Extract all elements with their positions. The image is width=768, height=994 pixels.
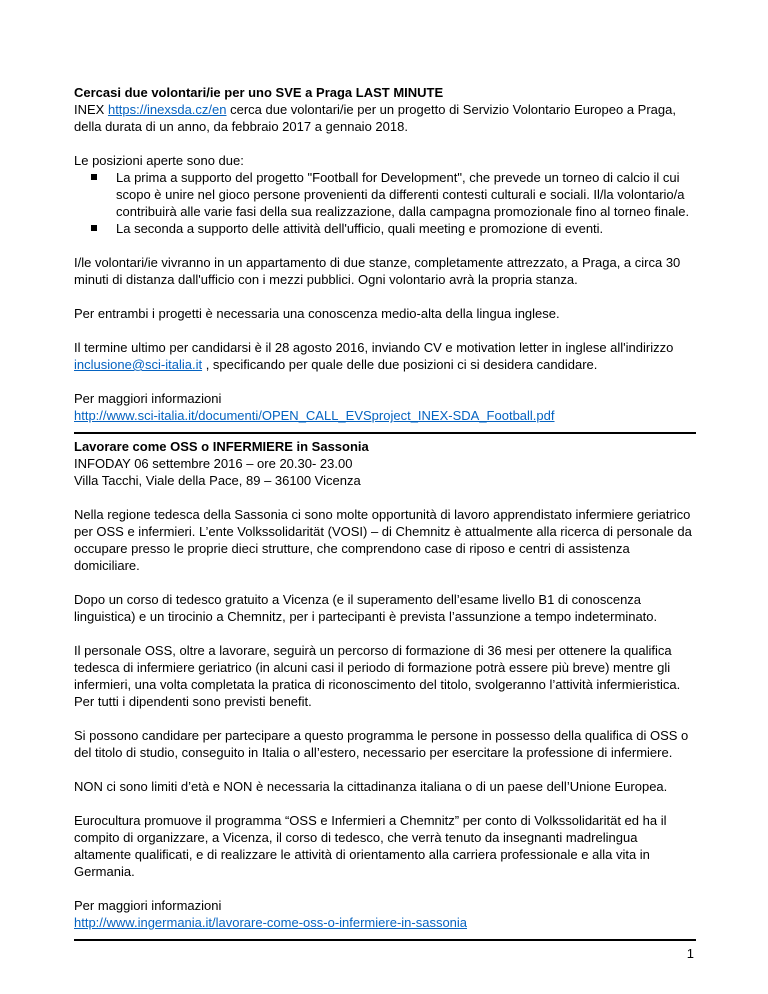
section1-intro-suffix: cerca due volontari/ie per un progetto di Servizio Volontario Europeo a Praga, della durata di un anno, da febbraio 2017 a gennaio 2018.	[74, 102, 676, 134]
section1-intro-prefix: INEX	[74, 102, 108, 117]
deadline-paragraph	[74, 339, 696, 373]
housing-paragraph: I/le volontari/ie vivranno in un appartamento di due stanze, completamente attrezzato, a Praga, a circa 30 minuti di distanza dall'ufficio con i mezzi pubblici. Ogni volontario avrà la propria stanza.	[74, 255, 681, 287]
list-item	[116, 169, 696, 220]
more-info-label: Per maggiori informazioni	[74, 898, 222, 913]
positions-intro: Le posizioni aperte sono due:	[74, 153, 244, 168]
position-text: La prima a supporto del progetto "Football for Development", che prevede un torneo di calcio il cui scopo è unire nel gioco persone provenienti da differenti contesti culturali e sociali. Il/la volontario/a contribuirà alle varie fasi della sua realizzazione, dalla campagna promozionale fino al torneo finale.	[116, 170, 690, 219]
section1-more-info	[74, 390, 696, 424]
ingermania-link[interactable]: http://www.ingermania.it/lavorare-come-oss-o-infermiere-in-sassonia	[74, 915, 468, 930]
positions-list	[74, 169, 696, 237]
venue-line: Villa Tacchi, Viale della Pace, 89 – 36100 Vicenza	[74, 473, 361, 488]
section2-paragraph-3: Il personale OSS, oltre a lavorare, seguirà un percorso di formazione di 36 mesi per ottenere la qualifica tedesca di infermiere geriatrico (in alcuni casi il periodo di formazione potrà essere più breve) mentre gli infermieri, una volta completata la pratica di riconoscimento del titolo, svolgeranno l’attività infermieristica. Per tutti i dipendenti sono previsti benefit.	[74, 643, 681, 709]
section1-title: Cercasi due volontari/ie per uno SVE a Praga LAST MINUTE	[74, 85, 444, 100]
section2-paragraph-6: Eurocultura promuove il programma “OSS e Infermieri a Chemnitz” per conto di Volkssolidarität ed ha il compito di organizzare, a Vicenza, il corso di tedesco, che verrà tenuto da insegnanti madrelingua altamente qualificati, e di realizzare le attività di orientamento alla carriera professionale e alla vita in Germania.	[74, 813, 667, 879]
email-link[interactable]: inclusione@sci-italia.it	[74, 357, 203, 372]
footer-divider	[74, 939, 696, 941]
section2-title: Lavorare come OSS o INFERMIERE in Sassonia	[74, 439, 369, 454]
deadline-prefix: Il termine ultimo per candidarsi è il 28 agosto 2016, inviando CV e motivation letter in inglese all'indirizzo	[74, 340, 674, 355]
section1-intro	[74, 101, 696, 135]
section2-more-info	[74, 897, 696, 931]
document-content	[74, 84, 696, 941]
section2-paragraph-2: Dopo un corso di tedesco gratuito a Vicenza (e il superamento dell’esame livello B1 di conoscenza linguistica) e un tirocinio a Chemnitz, per i partecipanti è prevista l’assunzione a tempo indeterminato.	[74, 592, 658, 624]
list-item	[116, 220, 696, 237]
language-paragraph: Per entrambi i progetti è necessaria una conoscenza medio-alta della lingua inglese.	[74, 306, 560, 321]
inex-link[interactable]: https://inexsda.cz/en	[107, 102, 227, 117]
section2-header	[74, 438, 696, 489]
section2-paragraph-5: NON ci sono limiti d’età e NON è necessaria la cittadinanza italiana o di un paese dell’Unione Europea.	[74, 779, 668, 794]
section2-paragraph-4: Si possono candidare per partecipare a questo programma le persone in possesso della qualifica di OSS o del titolo di studio, conseguito in Italia o all’estero, necessario per esercitare la professione di infermiere.	[74, 728, 689, 760]
deadline-suffix: , specificando per quale delle due posizioni ci si desidera candidare.	[202, 357, 598, 372]
section2-paragraph-1: Nella regione tedesca della Sassonia ci sono molte opportunità di lavoro apprendistato infermiere geriatrico per OSS e infermieri. L’ente Volkssolidarität (VOSI) – di Chemnitz è attualmente alla ricerca di personale da occupare presso le proprie dieci strutture, che comprendono case di riposo e centri di assistenza domiciliare.	[74, 507, 692, 573]
square-bullet-icon	[91, 225, 97, 231]
square-bullet-icon	[91, 174, 97, 180]
page-number: 1	[686, 946, 694, 961]
position-text: La seconda a supporto delle attività dell'ufficio, quali meeting e promozione di eventi.	[116, 221, 604, 236]
more-info-label: Per maggiori informazioni	[74, 391, 222, 406]
sci-italia-link[interactable]: http://www.sci-italia.it/documenti/OPEN_CALL_EVSproject_INEX-SDA_Football.pdf	[74, 408, 555, 423]
section-divider	[74, 432, 696, 434]
infoday-line: INFODAY 06 settembre 2016 – ore 20.30- 23.00	[74, 456, 353, 471]
